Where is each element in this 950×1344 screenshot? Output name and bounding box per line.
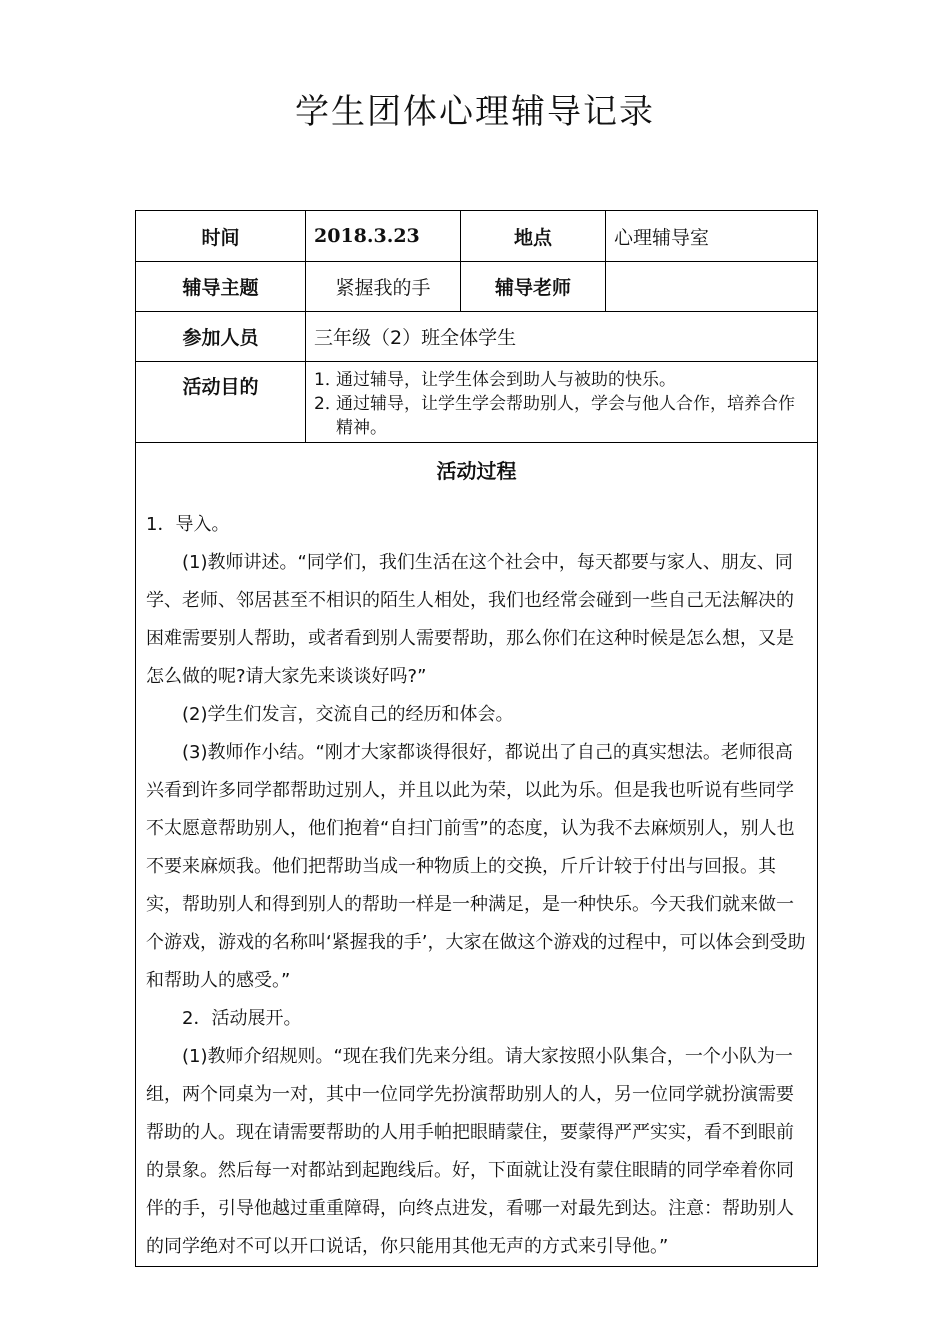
process-paragraph: (3)教师作小结。“刚才大家都谈得很好，都说出了自己的真实想法。老师很高兴看到许多同学都帮助过别人，并且以此为荣，以此为乐。但是我也听说有些同学不太愿意帮助别人，他们抱着“自扫门前雪”的态度，认为我不去麻烦别人，别人也不要来麻烦我。他们把帮助当成一种物质上的交换，斤斤计较于付出与回报。其实，帮助别人和得到别人的帮助一样是一种满足，是一种快乐。今天我们就来做一个游戏，游戏的名称叫‘紧握我的手’，大家在做这个游戏的过程中，可以体会到受助和帮助人的感受。”	[146, 742, 806, 991]
row-participants	[136, 312, 818, 362]
row-process	[136, 443, 818, 1267]
participants-value: 三年级（2）班全体学生	[306, 312, 818, 362]
time-label: 时间	[136, 211, 306, 262]
process-paragraph: (1)教师介绍规则。“现在我们先来分组。请大家按照小队集合，一个小队为一组，两个同桌为一对，其中一位同学先扮演帮助别人的人，另一位同学就扮演需要帮助的人。现在请需要帮助的人用手帕把眼睛蒙住，要蒙得严严实实，看不到眼前的景象。然后每一对都站到起跑线后。好，下面就让没有蒙住眼睛的同学牵着你同伴的手，引导他越过重重障碍，向终点进发，看哪一对最先到达。注意：帮助别人的同学绝对不可以开口说话，你只能用其他无声的方式来引导他。”	[146, 1046, 794, 1257]
place-value: 心理辅导室	[606, 211, 818, 262]
topic-value: 紧握我的手	[306, 262, 461, 312]
topic-label: 辅导主题	[136, 262, 306, 312]
process-cell	[136, 443, 818, 1267]
teacher-value	[606, 262, 818, 312]
time-value: 2018.3.23	[306, 211, 461, 262]
participants-label: 参加人员	[136, 312, 306, 362]
row-time-place	[136, 211, 818, 262]
document-title: 学生团体心理辅导记录	[295, 92, 655, 132]
process-paragraph: 2．活动展开。	[182, 1008, 302, 1029]
place-label: 地点	[461, 211, 606, 262]
row-purpose	[136, 362, 818, 443]
purpose-item: 2． 通过辅导，让学生学会帮助别人，学会与他人合作，培养合作精神。	[314, 394, 795, 438]
process-heading: 活动过程	[436, 459, 517, 483]
row-topic-teacher	[136, 262, 818, 312]
process-paragraph: 1．导入。	[146, 514, 230, 535]
purpose-cell	[306, 362, 818, 443]
purpose-item: 1． 通过辅导，让学生体会到助人与被助的快乐。	[314, 370, 676, 390]
record-table	[135, 210, 818, 1267]
purpose-label: 活动目的	[136, 362, 306, 443]
process-paragraph: (1)教师讲述。“同学们，我们生活在这个社会中，每天都要与家人、朋友、同学、老师、邻居甚至不相识的陌生人相处，我们也经常会碰到一些自己无法解决的困难需要别人帮助，或者看到别人需要帮助，那么你们在这种时候是怎么想，又是怎么做的呢?请大家先来谈谈好吗?”	[146, 552, 794, 687]
teacher-label: 辅导老师	[461, 262, 606, 312]
process-paragraph: (2)学生们发言，交流自己的经历和体会。	[182, 704, 514, 725]
